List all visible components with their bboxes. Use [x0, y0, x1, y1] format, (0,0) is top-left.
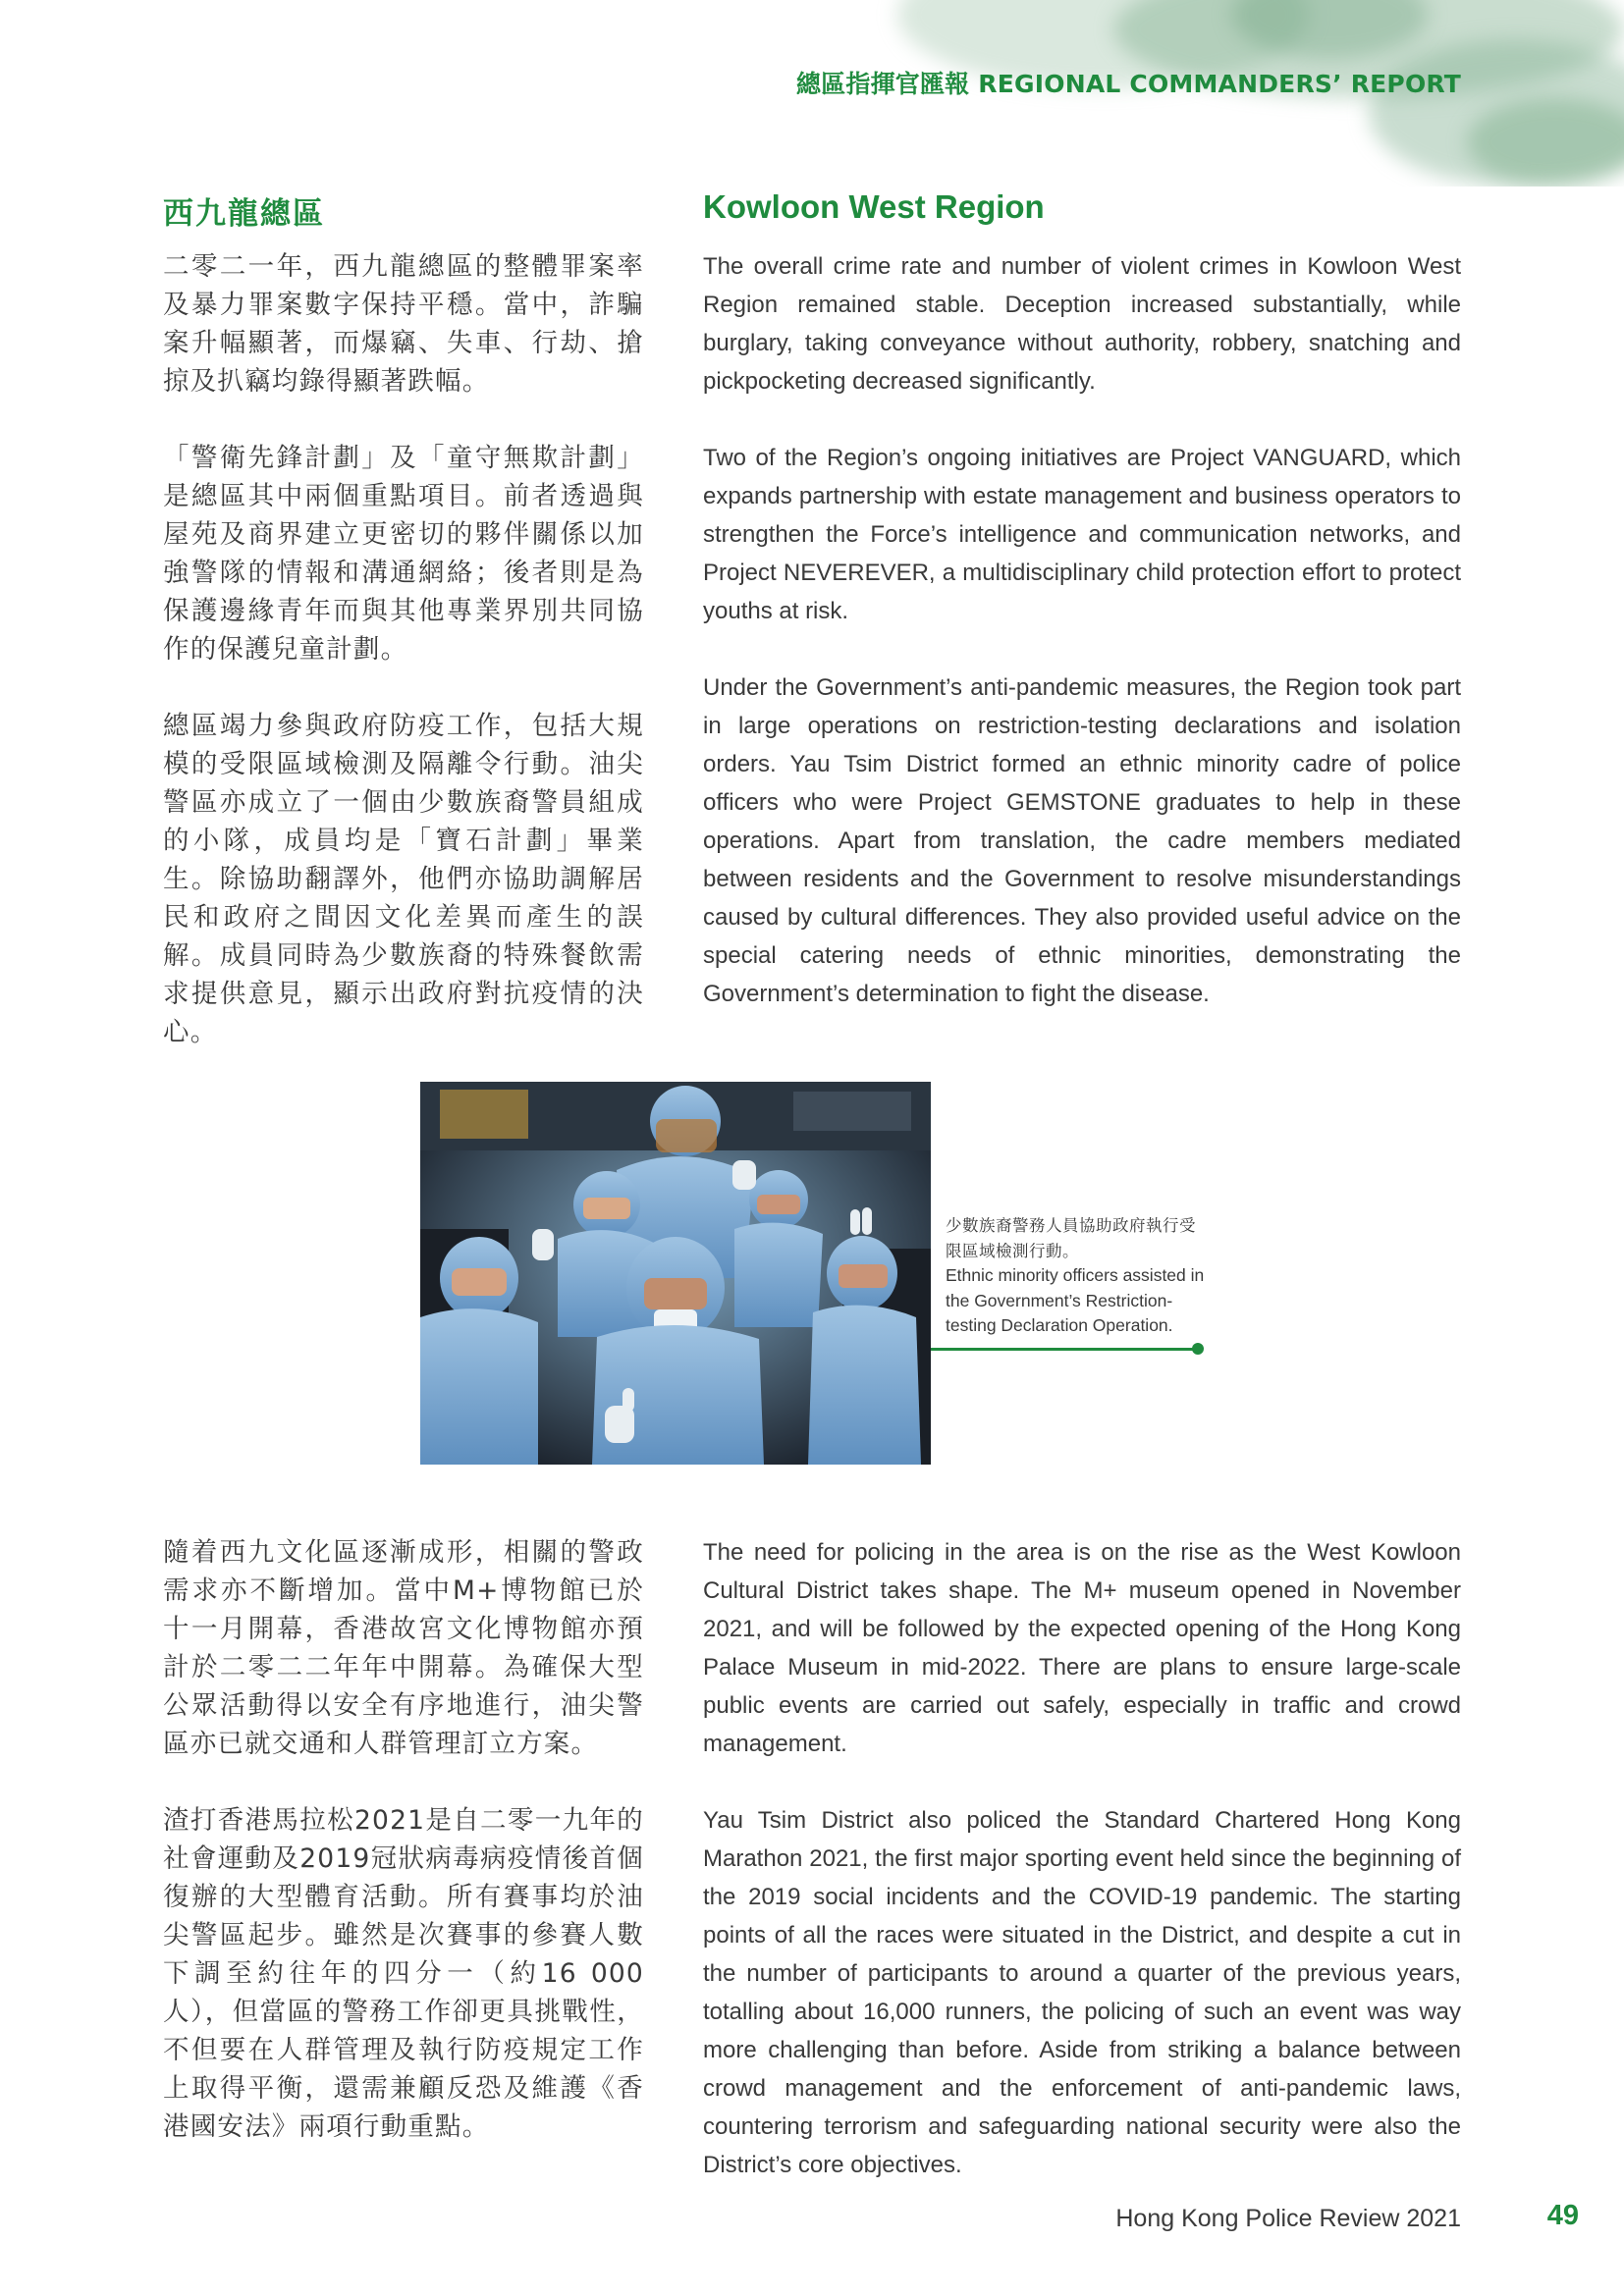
zh-paragraph: 總區竭力參與政府防疫工作，包括大規模的受限區域檢測及隔離令行動。油尖警區亦成立了一個由少數族裔警員組成的小隊，成員均是「寶石計劃」畢業生。除協助翻譯外，他們亦協助調解居民和政府之間因文化差異而產生的誤解。成員同時為少數族裔的特殊餐飲需求提供意見，顯示出政府對抗疫情的決心。 — [163, 711, 644, 1047]
running-header: 總區指揮官匯報 REGIONAL COMMANDERS’ REPORT — [795, 70, 1461, 98]
en-column-bottom — [703, 1533, 1461, 2222]
en-column-top — [703, 247, 1461, 1051]
officers-photo — [420, 1082, 931, 1465]
zh-paragraph: 「警衛先鋒計劃」及「童守無欺計劃」是總區其中兩個重點項目。前者透過與屋苑及商界建立更密切的夥伴關係以加強警隊的情報和溝通網絡；後者則是為保護邊緣青年而與其他專業界別共同協作的保護兒童計劃。 — [163, 443, 644, 665]
zh-column-bottom — [163, 1533, 644, 2184]
en-paragraph: Yau Tsim District also policed the Standard Chartered Hong Kong Marathon 2021, the first major sporting event held since the beginning of the 2019 social incidents and the COVID-19 pandemic. The starting points of all the races were situated in the District, and despite a cut in the number of participants to around a quarter of the previous years, totalling about 16,000 runners, the policing of such an event was way more challenging than before. Aside from striking a balance between crowd management and the enforcement of anti-pandemic laws, countering terrorism and safeguarding national security were also the District’s core objectives. — [703, 1807, 1461, 2178]
zh-column-top — [163, 247, 644, 1090]
zh-paragraph: 二零二一年，西九龍總區的整體罪案率及暴力罪案數字保持平穩。當中，詐騙案升幅顯著，而爆竊、失車、行劫、搶掠及扒竊均錄得顯著跌幅。 — [163, 251, 644, 397]
section-title-en: Kowloon West Region — [703, 188, 1045, 225]
caption-leader-line — [931, 1348, 1198, 1351]
en-paragraph: Two of the Region’s ongoing initiatives are Project VANGUARD, which expands partnership with estate management and business operators to strengthen the Force’s intelligence and communication networks, and Project NEVEREVER, a multidisciplinary child protection effort to protect youths at risk. — [703, 445, 1461, 624]
en-paragraph: The overall crime rate and number of violent crimes in Kowloon West Region remained stable. Deception increased substantially, while burglary, taking conveyance without authority, robbery, snatching and pickpocketing decreased significantly. — [703, 253, 1461, 395]
photo-caption — [946, 1213, 1211, 1339]
caption-leader-dot — [1192, 1343, 1204, 1355]
en-paragraph: Under the Government’s anti-pandemic measures, the Region took part in large operations on restriction-testing declarations and isolation orders. Yau Tsim District formed an ethnic minority cadre of police officers who were Project GEMSTONE graduates to help in these operations. Apart from translation, the cadre members mediated between residents and the Government to resolve misunderstandings caused by cultural differences. They also provided useful advice on the special catering needs of ethnic minorities, demonstrating the Government’s determination to fight the disease. — [703, 674, 1461, 1007]
photo-caption-zh: 少數族裔警務人員協助政府執行受限區域檢測行動。 — [946, 1216, 1196, 1260]
page-number: 49 — [1546, 2200, 1579, 2231]
zh-paragraph: 渣打香港馬拉松2021是自二零一九年的社會運動及2019冠狀病毒病疫情後首個復辦的大型體育活動。所有賽事均於油尖警區起步。雖然是次賽事的參賽人數下調至約往年的四分一（約16 000人），但當區的警務工作卻更具挑戰性，不但要在人群管理及執行防疫規定工作上取得平衡，還需兼顧反恐及維護《香港國安法》兩項行動重點。 — [163, 1805, 644, 2142]
section-title-zh: 西九龍總區 — [163, 196, 325, 232]
en-paragraph: The need for policing in the area is on the rise as the West Kowloon Cultural District takes shape. The M+ museum opened in November 2021, and will be followed by the expected opening of the Hong Kong Palace Museum in mid-2022. There are plans to ensure large-scale public events are carried out safely, especially in traffic and crowd management. — [703, 1539, 1461, 1757]
photo-caption-en: Ethnic minority officers assisted in the Government’s Restriction-testing Declaration Operation. — [946, 1265, 1205, 1335]
publication-title: Hong Kong Police Review 2021 — [1115, 2205, 1461, 2232]
zh-paragraph: 隨着西九文化區逐漸成形，相關的警政需求亦不斷增加。當中M+博物館已於十一月開幕，香港故宮文化博物館亦預計於二零二二年年中開幕。為確保大型公眾活動得以安全有序地進行，油尖警區亦已就交通和人群管理訂立方案。 — [163, 1537, 644, 1759]
